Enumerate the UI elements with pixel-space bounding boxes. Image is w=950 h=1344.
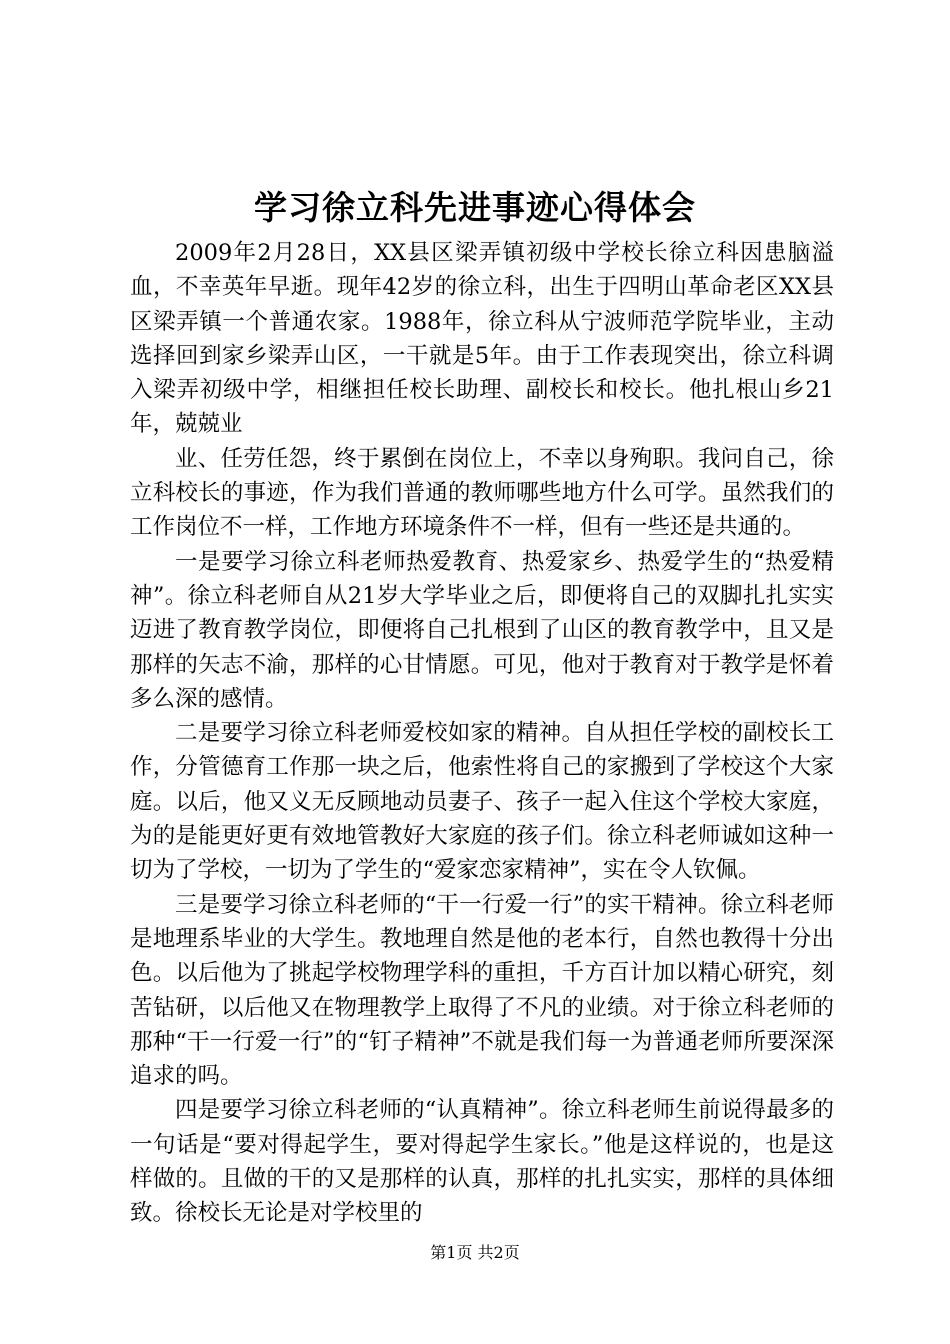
page-number-footer: 第1页 共2页 — [430, 1243, 520, 1262]
paragraph-6: 四是要学习徐立科老师的“认真精神”。徐立科老师生前说得最多的一句话是“要对得起学生，要对得起学生家长。”他是这样说的，也是这样做的。且做的干的又是那样的认真，那样的扎扎实实，那样的具体细致。徐校长无论是对学校里的 — [130, 1097, 834, 1227]
paragraph-4: 二是要学习徐立科老师爱校如家的精神。自从担任学校的副校长工作，分管德育工作那一块之后，他索性将自己的家搬到了学校这个大家庭。以后，他又义无反顾地动员妻子、孩子一起入住这个学校大家庭，为的是能更好更有效地管教好大家庭的孩子们。徐立科老师诚如这种一切为了学校，一切为了学生的“爱家恋家精神”，实在令人钦佩。 — [130, 720, 834, 884]
document-body — [130, 236, 834, 1231]
paragraph-1: 2009年2月28日，XX县区梁弄镇初级中学校长徐立科因患脑溢血，不幸英年早逝。现年42岁的徐立科，出生于四明山革命老区XX县区梁弄镇一个普通农家。1988年，徐立科从宁波师范学院毕业，主动选择回到家乡梁弄山区，一干就是5年。由于工作表现突出，徐立科调入梁弄初级中学，相继担任校长助理、副校长和校长。他扎根山乡21年，兢兢业 — [130, 240, 834, 438]
paragraph-5: 三是要学习徐立科老师的“干一行爱一行”的实干精神。徐立科老师是地理系毕业的大学生。教地理自然是他的老本行，自然也教得十分出色。以后他为了挑起学校物理学科的重担，千方百计加以精心研究，刻苦钻研，以后他又在物理教学上取得了不凡的业绩。对于徐立科老师的那种“干一行爱一行”的“钉子精神”不就是我们每一为普通老师所要深深追求的吗。 — [130, 891, 834, 1090]
document-title: 学习徐立科先进事迹心得体会 — [254, 188, 696, 227]
paragraph-3: 一是要学习徐立科老师热爱教育、热爱家乡、热爱学生的“热爱精神”。徐立科老师自从21岁大学毕业之后，即便将自己的双脚扎扎实实迈进了教育教学岗位，即便将自己扎根到了山区的教育教学中，且又是那样的矢志不渝，那样的心甘情愿。可见，他对于教育对于教学是怀着多么深的感情。 — [130, 548, 834, 712]
paragraph-2: 业、任劳任怨，终于累倒在岗位上，不幸以身殉职。我问自己，徐立科校长的事迹，作为我们普通的教师哪些地方什么可学。虽然我们的工作岗位不一样，工作地方环境条件不一样，但有一些还是共通的。 — [130, 445, 834, 541]
